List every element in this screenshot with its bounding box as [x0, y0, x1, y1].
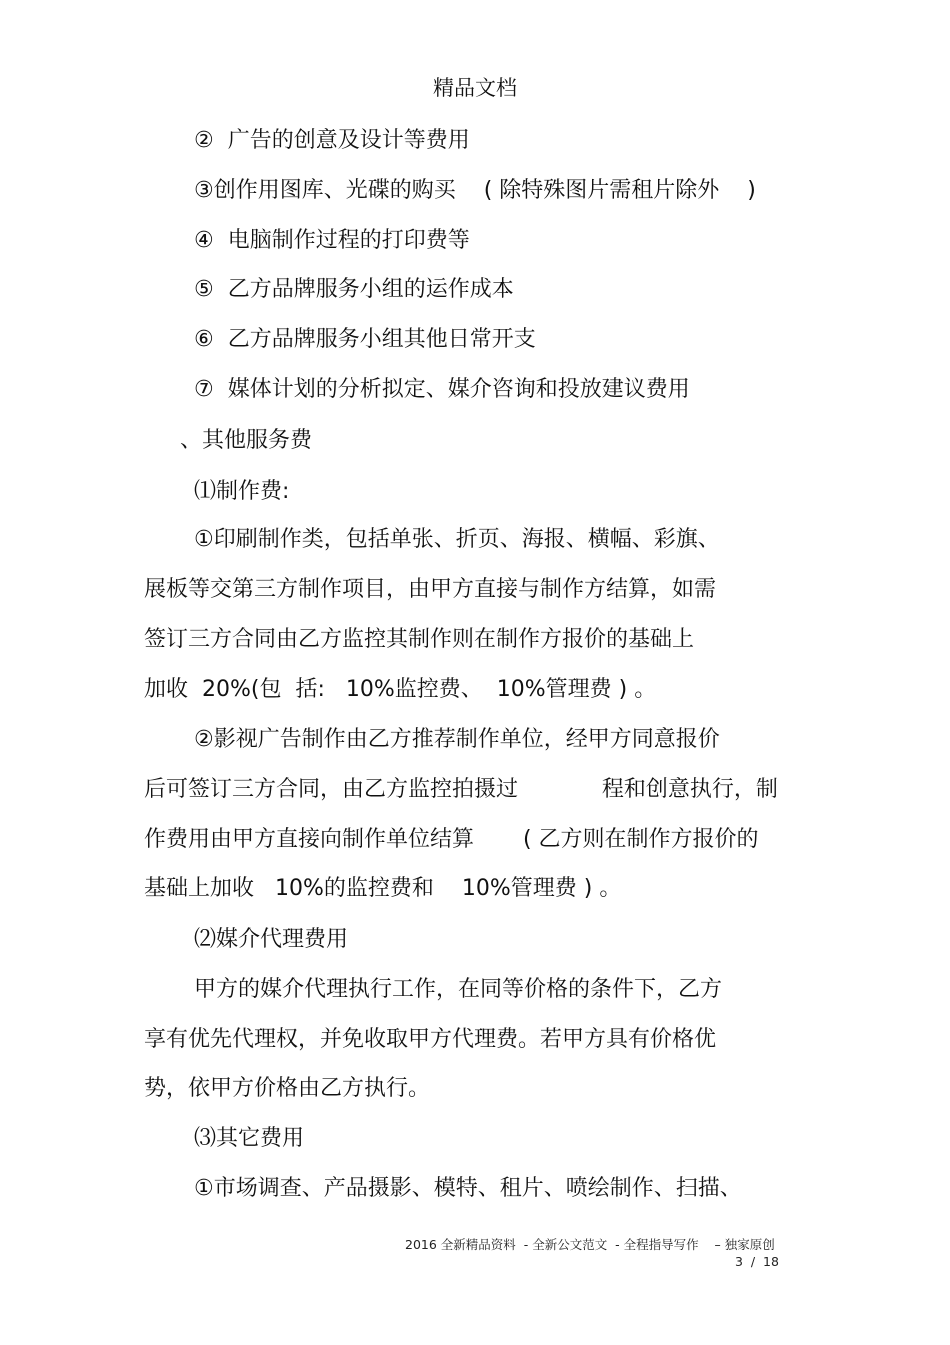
subsection-heading: ⑶其它费用 [194, 1126, 305, 1151]
text-line: ⑦ 媒体计划的分析拟定、媒介咨询和投放建议费用 [194, 377, 690, 402]
section-heading: 、其他服务费 [180, 428, 313, 453]
text-line: ①市场调查、产品摄影、模特、租片、喷绘制作、扫描、 [194, 1176, 742, 1201]
text-line: 后可签订三方合同，由乙方监控拍摄过 程和创意执行，制 [144, 777, 778, 802]
text-line: ④ 电脑制作过程的打印费等 [194, 228, 470, 253]
subsection-heading: ⑵媒介代理费用 [194, 927, 349, 952]
text-line: 甲方的媒介代理执行工作，在同等价格的条件下，乙方 [194, 977, 723, 1002]
text-line: 加收 20%(包 括: 10%监控费、 10%管理费 ) 。 [144, 677, 657, 702]
text-line: ⑤ 乙方品牌服务小组的运作成本 [194, 277, 514, 302]
text-line: 势，依甲方价格由乙方执行。 [144, 1076, 431, 1101]
footer-text: 2016 全新精品资料 - 全新公文范文 - 全程指导写作 – 独家原创 [405, 1237, 775, 1252]
text-line: 作费用由甲方直接向制作单位结算 ( 乙方则在制作方报价的 [144, 827, 759, 852]
text-line: 展板等交第三方制作项目，由甲方直接与制作方结算，如需 [144, 577, 717, 602]
text-line: 签订三方合同由乙方监控其制作则在制作方报价的基础上 [144, 627, 695, 652]
text-line: ①印刷制作类，包括单张、折页、海报、横幅、彩旗、 [194, 527, 720, 552]
text-line: ②影视广告制作由乙方推荐制作单位，经甲方同意报价 [194, 727, 720, 752]
text-line: 基础上加收 10%的监控费和 10%管理费 ) 。 [144, 876, 622, 901]
subsection-heading: ⑴制作费: [194, 479, 290, 504]
text-line: ③创作用图库、光碟的购买 ( 除特殊图片需租片除外 ) [194, 178, 756, 203]
text-line: ② 广告的创意及设计等费用 [194, 128, 470, 153]
text-line: ⑥ 乙方品牌服务小组其他日常开支 [194, 327, 536, 352]
text-line: 享有优先代理权，并免收取甲方代理费。若甲方具有价格优 [144, 1027, 717, 1052]
page-number: 3 / 18 [735, 1254, 779, 1269]
page-header-title: 精品文档 [433, 76, 517, 100]
